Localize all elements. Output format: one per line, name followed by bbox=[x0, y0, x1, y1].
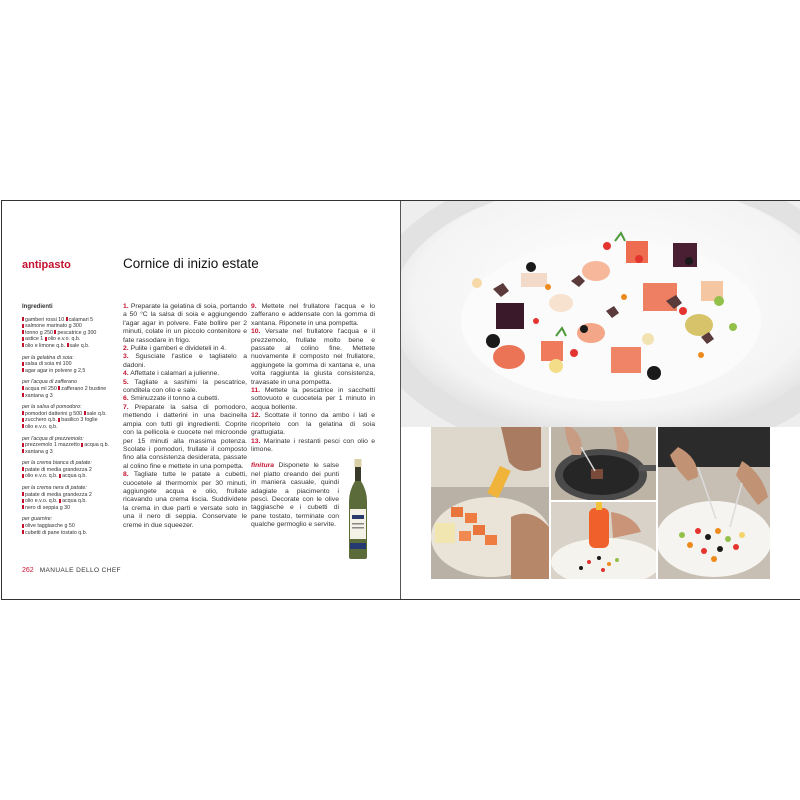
ingredients-heading: Ingredienti bbox=[22, 304, 53, 310]
squeezing-sauces-photo bbox=[551, 502, 656, 579]
ingredient-group bbox=[22, 317, 114, 350]
step-text: Tagliate tutte le patate a cubetti, cuocetele al thermomix per 30 minuti, aggiungete acqua e olio, frullate ricavando una crema liscia. Suddividete la crema in due parti e versate solo in una il nero di seppia. Conservate le creme in due squeezer. bbox=[123, 471, 247, 529]
ingredients-list bbox=[22, 304, 114, 541]
ingredient-items bbox=[22, 317, 114, 350]
finish-text: Disponete le salse nel piatto creando dei punti in maniera casuale, quindi adagiate a piacimento i pesci. Decorate con le olive taggiasche e i cubetti di pane tostato, terminate con qualche germoglio e servite. bbox=[251, 462, 340, 529]
ingredient-item: nero di seppia g 30 bbox=[22, 505, 70, 511]
ingredient-item: cubetti di pane tostato q.b. bbox=[22, 530, 87, 536]
ingredient-item: xantana g 3 bbox=[22, 393, 53, 399]
step-text: Sgusciate l'astice e tagliatelo a dadoni. bbox=[123, 353, 248, 369]
wine-bottle-image bbox=[345, 459, 371, 559]
ingredient-group-title: per la salsa di pomodoro: bbox=[22, 404, 82, 411]
recipe-title: Cornice di inizio estate bbox=[123, 256, 259, 271]
step-number: 5. bbox=[123, 378, 129, 386]
ingredient-item: patate di media grandezza 2 bbox=[22, 492, 92, 498]
recipe-step bbox=[123, 379, 247, 396]
ingredient-items bbox=[22, 442, 114, 455]
ingredient-items bbox=[22, 386, 114, 399]
left-page bbox=[2, 201, 400, 599]
step-number: 4. bbox=[123, 370, 129, 378]
plating-tweezers-photo bbox=[658, 427, 770, 579]
step-text: Tagliate a sashimi la pescatrice, conditela con olio e sale. bbox=[123, 378, 247, 395]
brushing-fish-photo bbox=[431, 427, 549, 579]
ingredient-item: olio e.v.o. q.b. bbox=[45, 336, 81, 342]
step-text: Marinate i restanti pesci con olio e limone. bbox=[251, 437, 376, 453]
ingredient-item: acqua q.b. bbox=[59, 473, 87, 479]
page-number: 262 bbox=[22, 567, 34, 574]
ingredient-item: pescatrice g 300 bbox=[54, 330, 96, 336]
step-number: 11. bbox=[251, 387, 261, 395]
ingredient-item: astice 1 bbox=[22, 336, 43, 342]
ingredient-items bbox=[22, 411, 114, 431]
ingredient-item: xantana g 3 bbox=[22, 449, 53, 455]
ingredient-group-title: per l'acqua di zafferano bbox=[22, 379, 77, 386]
ingredient-item: acqua q.b. bbox=[59, 498, 87, 504]
recipe-step bbox=[123, 471, 247, 530]
pan-searing-photo bbox=[551, 427, 656, 500]
step-number: 9. bbox=[251, 303, 257, 310]
footer-label: MANUALE DELLO CHEF bbox=[39, 567, 121, 574]
recipe-step bbox=[251, 303, 375, 328]
ingredient-items bbox=[22, 523, 114, 536]
step-number: 7. bbox=[123, 403, 129, 411]
ingredient-item: basilico 3 foglie bbox=[58, 417, 97, 423]
ingredient-items bbox=[22, 361, 114, 374]
recipe-step bbox=[251, 328, 375, 387]
ingredient-item: acqua q.b. bbox=[81, 442, 109, 448]
ingredient-item: prezzemolo 1 mazzetto bbox=[22, 442, 80, 448]
finish-label: finitura bbox=[251, 462, 275, 470]
step-text: Preparate la gelatina di soia, portando a 50 °C la salsa di soia e aggiungendo l'agar agar in polvere. Fate bollire per 2 minuti, colate in un piccolo contenitore e fate rassodare in frigo. bbox=[123, 303, 248, 344]
ingredient-group-title: per la gelatina di soia: bbox=[22, 354, 74, 361]
ingredient-group bbox=[22, 516, 114, 536]
step-number: 3. bbox=[123, 353, 129, 361]
step-text: Scottate il tonno da ambo i lati e ricopritelo con la gelatina di soia grattugiata. bbox=[251, 412, 376, 437]
ingredient-group-title: per guarnire: bbox=[22, 516, 53, 523]
ingredient-items bbox=[22, 492, 114, 512]
ingredient-group bbox=[22, 436, 114, 456]
ingredient-item: pomodori datterini g 500 bbox=[22, 411, 82, 417]
ingredient-item: tonno g 250 bbox=[22, 330, 53, 336]
ingredient-group bbox=[22, 485, 114, 511]
step-number: 1. bbox=[123, 303, 129, 310]
section-label: antipasto bbox=[22, 259, 71, 271]
ingredient-item: olive taggiasche g 50 bbox=[22, 523, 75, 529]
page-footer bbox=[22, 567, 121, 574]
ingredient-item: salsa di soia ml 100 bbox=[22, 361, 72, 367]
recipe-step bbox=[123, 303, 247, 345]
ingredient-item: agar agar in polvere g 2,5 bbox=[22, 368, 85, 374]
step-number: 13. bbox=[251, 437, 261, 445]
ingredient-group-title: per l'acqua di prezzemolo: bbox=[22, 435, 84, 442]
ingredient-item: zafferano 2 bustine bbox=[58, 386, 106, 392]
book-spread bbox=[1, 200, 800, 600]
ingredient-item: sale q.b. bbox=[84, 411, 107, 417]
ingredient-item: acqua ml 250 bbox=[22, 386, 57, 392]
step-number: 10. bbox=[251, 328, 261, 336]
ingredient-item: calamari 5 bbox=[66, 317, 93, 323]
ingredient-group bbox=[22, 460, 114, 480]
ingredient-item: patate di media grandezza 2 bbox=[22, 467, 92, 473]
right-page bbox=[401, 201, 800, 599]
step-text: Sminuzzate il tonno a cubetti. bbox=[130, 395, 220, 403]
ingredient-item: olio e.v.o. q.b. bbox=[22, 473, 58, 479]
recipe-step bbox=[123, 404, 247, 471]
step-number: 8. bbox=[123, 471, 129, 479]
step-text: Preparate la salsa di pomodoro, mettendo i datterini in una bacinella ampia con tutti gli ingredienti. Coprite con la pellicola e cuocete nel microonde per 15 minuti alla massima potenza. Scolate i pomodori, frullate il composto fino alla consistenza desiderata, passate al colino fine e mettete in una pompetta. bbox=[123, 403, 247, 470]
ingredient-item: zucchero q.b. bbox=[22, 417, 57, 423]
ingredient-group-title: per la crema bianca di patate: bbox=[22, 460, 92, 467]
ingredient-group-title: per la crema nera di patate: bbox=[22, 485, 87, 492]
step-text: Mettete la pescatrice in sacchetti sottovuoto e cuocetela per 1 minuto in acqua bollente. bbox=[251, 387, 375, 411]
step-number: 12. bbox=[251, 412, 261, 420]
ingredient-items bbox=[22, 467, 114, 480]
ingredient-group bbox=[22, 379, 114, 399]
step-text: Mettete nel frullatore l'acqua e lo zafferano e addensate con la gomma di xantana. Riponete in una pompetta. bbox=[251, 303, 375, 327]
ingredient-item: gamberi rossi 10 bbox=[22, 317, 64, 323]
ingredient-group bbox=[22, 404, 114, 430]
ingredient-item: olio e.v.o. q.b. bbox=[22, 424, 58, 430]
step-text: Affettate i calamari a julienne. bbox=[130, 370, 220, 378]
recipe-step bbox=[123, 345, 247, 353]
ingredient-item: olio e limone q.b. bbox=[22, 343, 65, 349]
ingredient-item: olio e.v.o. q.b. bbox=[22, 498, 58, 504]
step-text: Pulite i gamberi e divideteli in 4. bbox=[130, 345, 227, 353]
step-number: 2. bbox=[123, 345, 129, 353]
step-text: Versate nel frullatore l'acqua e il prezzemolo, frullate molto bene e passate al colino fine. Mettete nuovamente il composto nel frullatore, aggiungete la gomma di xantana e, una volta raggiunta la giusta consistenza, travasate in una pompetta. bbox=[251, 328, 376, 386]
ingredient-group bbox=[22, 355, 114, 375]
finish-paragraph bbox=[251, 462, 339, 529]
recipe-step bbox=[123, 353, 247, 370]
steps-column-1 bbox=[123, 303, 247, 530]
recipe-step bbox=[251, 438, 375, 455]
step-number: 6. bbox=[123, 395, 129, 403]
recipe-step bbox=[251, 387, 375, 412]
recipe-step bbox=[123, 370, 247, 378]
ingredient-item: sale q.b. bbox=[67, 343, 90, 349]
plated-dish-photo bbox=[401, 201, 800, 427]
recipe-step bbox=[123, 395, 247, 403]
recipe-step bbox=[251, 412, 375, 437]
ingredient-item: salmone marinato g 300 bbox=[22, 323, 82, 329]
